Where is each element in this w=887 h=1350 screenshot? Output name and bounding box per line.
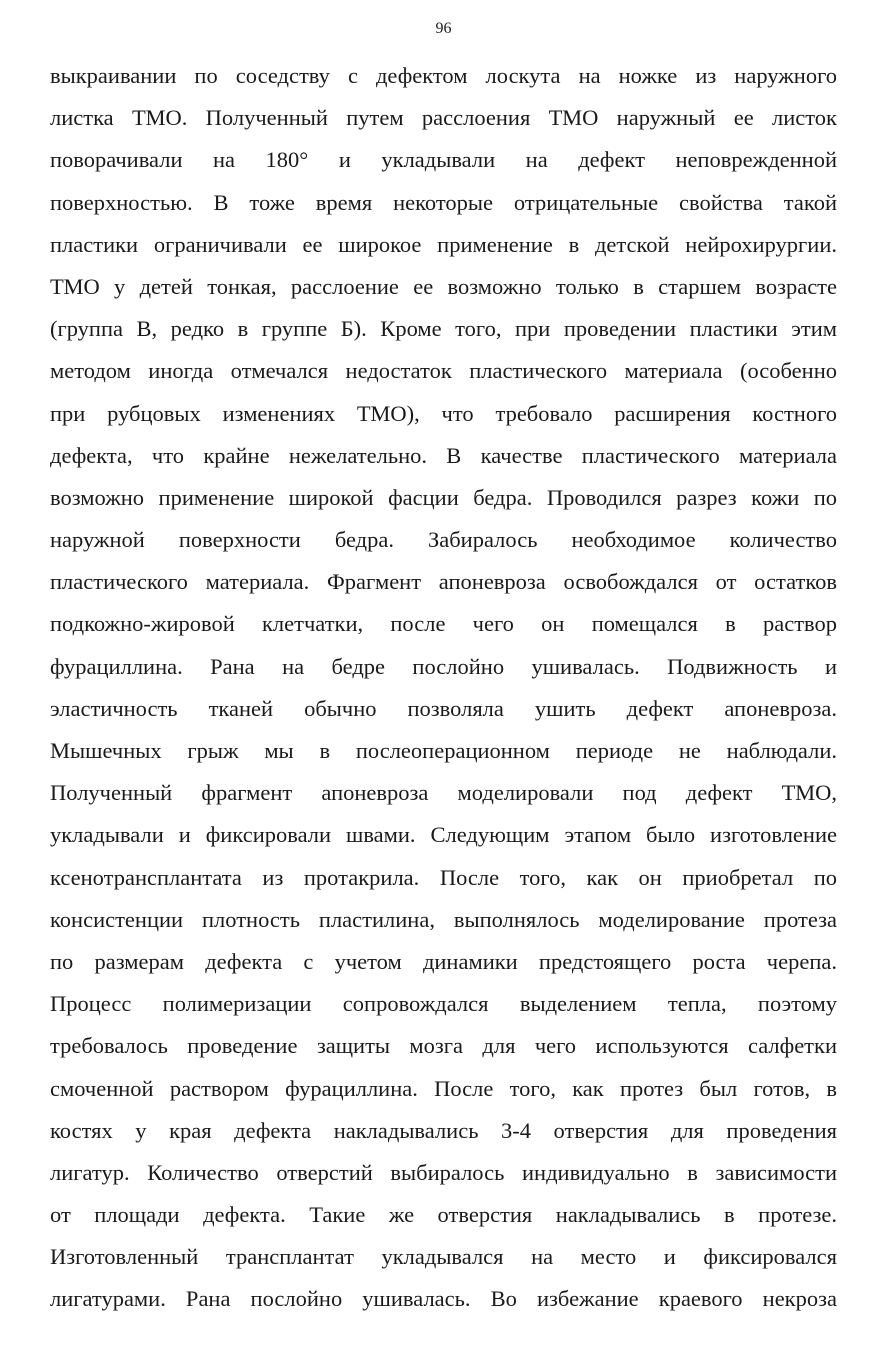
text-line: листка ТМО. Полученный путем расслоения ТМО наружный ее листок [50, 105, 837, 131]
page-number: 96 [435, 20, 452, 37]
text-line: наружной поверхности бедра. Забиралось необходимое количество [50, 527, 837, 553]
text-line: методом иногда отмечался недостаток пластического материала (особенно [50, 358, 837, 384]
text-line: лигатур. Количество отверстий выбиралось индивидуально в зависимости [50, 1159, 837, 1185]
text-line: при рубцовых изменениях ТМО), что требовало расширения костного [50, 400, 837, 426]
text-line: фурациллина. Рана на бедре послойно ушивалась. Подвижность и [50, 653, 837, 679]
text-line: Полученный фрагмент апоневроза моделировали под дефект ТМО, [50, 780, 837, 806]
text-line: смоченной раствором фурациллина. После того, как протез был готов, в [50, 1075, 837, 1101]
text-line: по размерам дефекта с учетом динамики предстоящего роста черепа. [50, 948, 837, 974]
text-line: поверхностью. В тоже время некоторые отрицательные свойства такой [50, 189, 837, 215]
text-line: от площади дефекта. Такие же отверстия накладывались в протезе. [50, 1202, 837, 1228]
text-line: требовалось проведение защиты мозга для чего используются салфетки [50, 1033, 837, 1059]
text-line: консистенции плотность пластилина, выполнялось моделирование протеза [50, 906, 837, 932]
text-line: ксенотрансплантата из протакрила. После того, как он приобретал по [50, 864, 837, 890]
text-line: Мышечных грыж мы в послеоперационном периоде не наблюдали. [50, 738, 837, 763]
text-line: (группа В, редко в группе Б). Кроме того, при проведении пластики этим [50, 316, 837, 342]
text-line: выкраивании по соседству с дефектом лоскута на ножке из наружного [50, 63, 837, 88]
text-line: возможно применение широкой фасции бедра. Проводился разрез кожи по [50, 484, 837, 510]
text-line: Процесс полимеризации сопровождался выделением тепла, поэтому [50, 991, 837, 1017]
text-line: пластического материала. Фрагмент апоневроза освобождался от остатков [50, 569, 837, 595]
text-line: лигатурами. Рана послойно ушивалась. Во избежание краевого некроза [50, 1286, 837, 1312]
text-line: подкожно-жировой клетчатки, после чего он помещался в раствор [50, 611, 837, 637]
text-line: Изготовленный трансплантат укладывался на место и фиксировался [50, 1244, 837, 1270]
body-text [50, 56, 837, 1322]
text-line: укладывали и фиксировали швами. Следующим этапом было изготовление [50, 822, 837, 848]
text-line: дефекта, что крайне нежелательно. В качестве пластического материала [50, 442, 837, 468]
text-line: ТМО у детей тонкая, расслоение ее возможно только в старшем возрасте [50, 273, 837, 299]
text-line: поворачивали на 180° и укладывали на дефект неповрежденной [50, 147, 837, 173]
text-line: эластичность тканей обычно позволяла ушить дефект апоневроза. [50, 695, 837, 721]
text-line: костях у края дефекта накладывались 3-4 отверстия для проведения [50, 1117, 837, 1143]
text-line: пластики ограничивали ее широкое применение в детской нейрохирургии. [50, 231, 837, 257]
